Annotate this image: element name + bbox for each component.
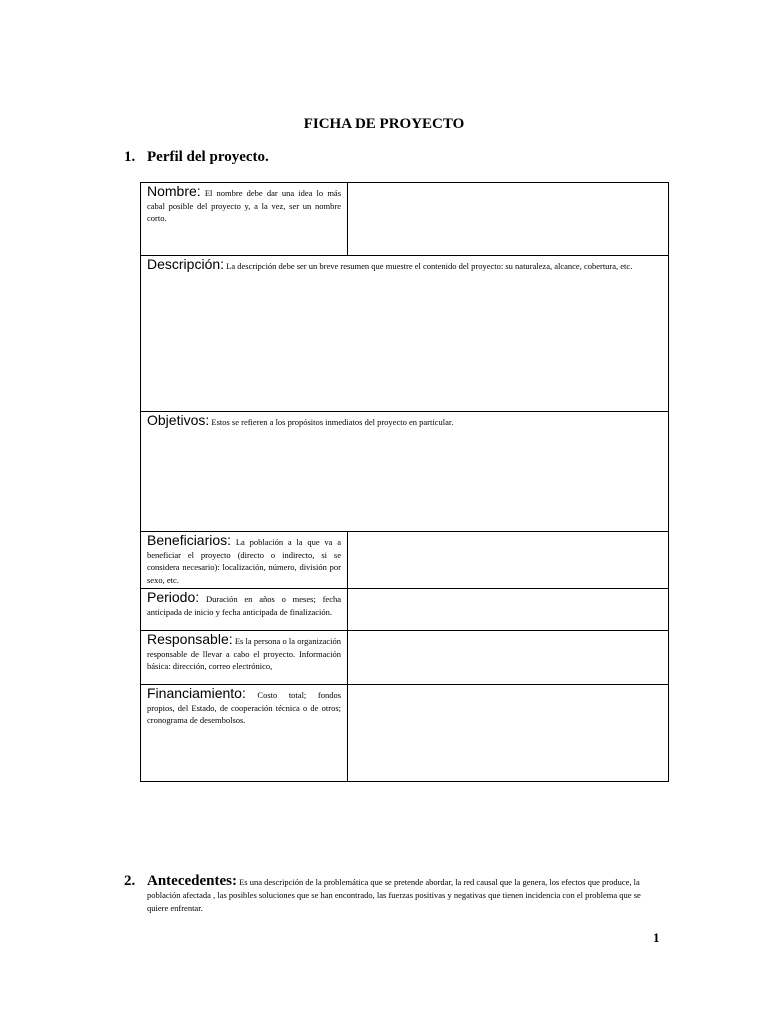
financiamiento-value-cell[interactable] bbox=[348, 685, 669, 782]
objetivos-label: Objetivos: bbox=[147, 412, 210, 428]
objetivos-cell[interactable] bbox=[141, 412, 669, 532]
nombre-cell bbox=[141, 183, 348, 256]
responsable-cell bbox=[141, 631, 348, 685]
descripcion-label: Descripción: bbox=[147, 256, 225, 272]
section-1-title: Perfil del proyecto. bbox=[147, 149, 269, 165]
section-1-heading bbox=[124, 149, 269, 166]
section-2-body bbox=[147, 875, 664, 915]
beneficiarios-cell bbox=[141, 532, 348, 589]
row-periodo bbox=[141, 589, 669, 631]
section-2-number: 2. bbox=[124, 873, 136, 889]
section-2-heading: Antecedentes: bbox=[147, 873, 237, 889]
responsable-value-cell[interactable] bbox=[348, 631, 669, 685]
nombre-hint: El nombre debe dar una idea lo más cabal posible del proyecto y, a la vez, ser un nombre corto. bbox=[147, 188, 342, 223]
responsable-hint: Es la persona o la organización responsable de llevar a cabo el proyecto. Información básica: dirección, correo electrónico, bbox=[147, 636, 341, 671]
periodo-cell bbox=[141, 589, 348, 631]
row-beneficiarios bbox=[141, 532, 669, 589]
periodo-label: Periodo: bbox=[147, 589, 200, 605]
objetivos-hint: Estos se refieren a los propósitos inmediatos del proyecto en particular. bbox=[211, 417, 454, 427]
row-financiamiento bbox=[141, 685, 669, 782]
section-2-text: Es una descripción de la problemática que se pretende abordar, la red causal que la genera, los efectos que produce, la población afectada , las posibles soluciones que se han encontrado, las fuerzas positivas y negativas que tienen incidencia con el problema que se quiere enfrentar. bbox=[147, 877, 641, 913]
beneficiarios-value-cell[interactable] bbox=[348, 532, 669, 589]
periodo-hint: Duración en años o meses; fecha anticipada de inicio y fecha anticipada de finalización. bbox=[147, 594, 342, 617]
nombre-value-cell[interactable] bbox=[348, 183, 669, 256]
descripcion-cell[interactable] bbox=[141, 256, 669, 412]
section-2 bbox=[124, 875, 664, 915]
responsable-label: Responsable: bbox=[147, 631, 233, 647]
section-1-number: 1. bbox=[124, 149, 136, 165]
financiamiento-cell bbox=[141, 685, 348, 782]
document-title: FICHA DE PROYECTO bbox=[303, 116, 465, 132]
beneficiarios-hint: La población a la que va a beneficiar el proyecto (directo o indirecto, si se considera necesario): localización, número, división por sexo, etc. bbox=[147, 537, 342, 585]
row-objetivos bbox=[141, 412, 669, 532]
row-nombre bbox=[141, 183, 669, 256]
periodo-value-cell[interactable] bbox=[348, 589, 669, 631]
financiamiento-hint: Costo total; fondos propios, del Estado, de cooperación técnica o de otros; cronograma de desembolsos. bbox=[147, 690, 341, 725]
financiamiento-label: Financiamiento: bbox=[147, 685, 246, 701]
row-responsable bbox=[141, 631, 669, 685]
descripcion-hint: La descripción debe ser un breve resumen que muestre el contenido del proyecto: su naturaleza, alcance, cobertura, etc. bbox=[226, 261, 633, 271]
nombre-label: Nombre: bbox=[147, 183, 201, 199]
page-number: 1 bbox=[653, 930, 660, 945]
row-descripcion bbox=[141, 256, 669, 412]
project-form-table bbox=[140, 182, 669, 782]
beneficiarios-label: Beneficiarios: bbox=[147, 532, 232, 548]
